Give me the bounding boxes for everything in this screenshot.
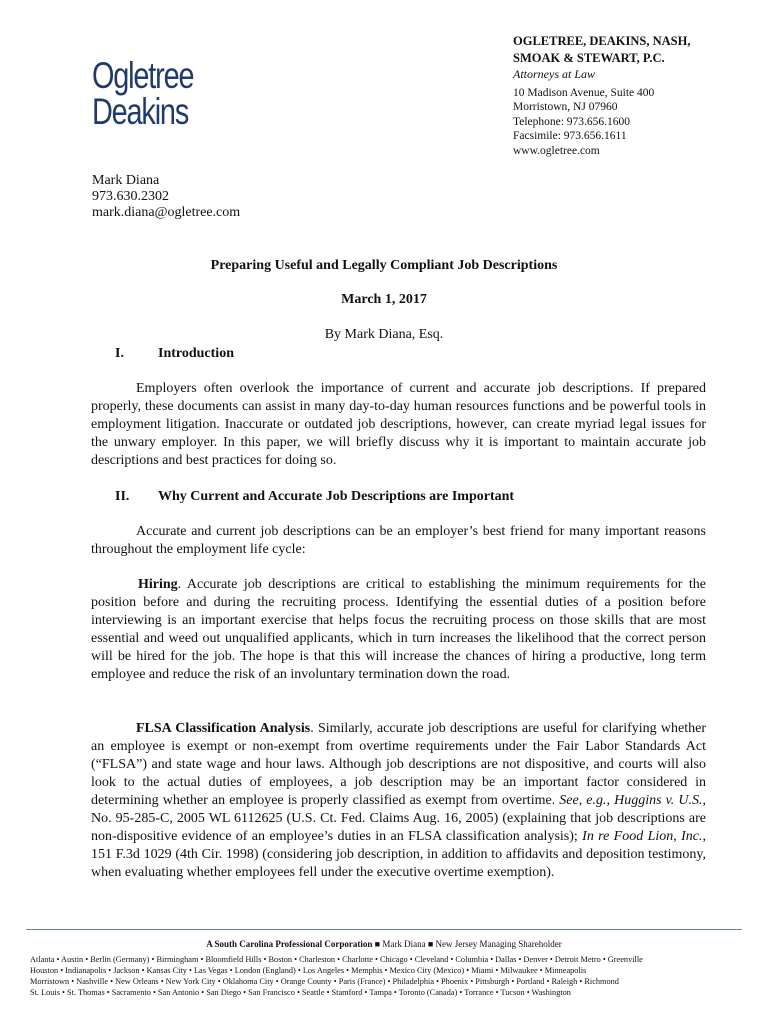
section-1-paragraph <box>91 380 706 470</box>
flsa-citation-2: In re Food Lion, Inc. <box>582 829 703 844</box>
author-email: mark.diana@ogletree.com <box>92 205 241 220</box>
flsa-text-2: , No. 95-285-C, 2005 WL 6112625 (U.S. Ct. Fed. Claims Aug. 16, 2005) (explaining that job descriptions are non-dispositive evidence of an employee’s duties in an FLSA classification analysis); <box>91 793 706 844</box>
firm-telephone: Telephone: 973.656.1600 <box>513 115 631 128</box>
logo-line-1: Ogletree <box>92 55 194 96</box>
flsa-label: FLSA Classification Analysis <box>136 721 311 736</box>
document-byline: By Mark Diana, Esq. <box>324 327 444 342</box>
footer-separator-1: ■ <box>374 939 381 949</box>
footer-separator-2: ■ <box>427 939 434 949</box>
section-2-title: Why Current and Accurate Job Descriptions are Important <box>158 489 515 504</box>
flsa-text-3: , 151 F.3d 1029 (4th Cir. 1998) (considering job description, in addition to affidavits and deposition testimony, when evaluating whether employees fell under the executive overtime exemption). <box>91 829 706 880</box>
section-2-paragraph <box>91 523 706 559</box>
section-2-number: II. <box>115 489 130 504</box>
firm-tagline: Attorneys at Law <box>513 67 596 81</box>
firm-address-2: Morristown, NJ 07960 <box>513 101 618 113</box>
logo-line-2: Deakins <box>92 91 189 132</box>
author-name: Mark Diana <box>92 173 160 188</box>
footer-person: Mark Diana <box>382 939 426 949</box>
footer-corporation-line <box>0 939 768 949</box>
flsa-text-1: . Similarly, accurate job descriptions are useful for clarifying whether an employee is exempt or non-exempt from overtime requirements under the Fair Labor Standards Act (“FLSA”) and state wage and hour laws. Although job descriptions are not dispositive, and courts will also look to the actual duties of employees, a job description may be an important factor considered in determining whether an employee is properly classified as exempt from overtime. <box>91 721 707 808</box>
firm-logo <box>92 55 194 132</box>
footer-cities-line-3: Morristown • Nashville • New Orleans • New York City • Oklahoma City • Orange County • Paris (France) • Philadelphia • Phoenix • Pittsburgh • Portland • Raleigh • Richmond <box>30 977 619 986</box>
firm-name-line-1: OGLETREE, DEAKINS, NASH, <box>513 34 691 48</box>
firm-address-1: 10 Madison Avenue, Suite 400 <box>513 86 655 99</box>
section-2-heading <box>115 489 514 505</box>
hiring-paragraph <box>91 576 706 684</box>
section-2-text: Accurate and current job descriptions can be an employer’s best friend for many important reasons throughout the employment life cycle: <box>91 524 706 557</box>
footer-cities-line-2: Houston • Indianapolis • Jackson • Kansas City • Las Vegas • London (England) • Los Angeles • Memphis • Mexico City (Mexico) • Miami • Milwaukee • Minneapolis <box>30 966 587 975</box>
flsa-citation-1: See, e.g., Huggins v. U.S. <box>559 793 703 808</box>
firm-name-line-2: SMOAK & STEWART, P.C. <box>513 50 665 65</box>
section-1-heading <box>115 346 234 362</box>
section-1-text: Employers often overlook the importance of current and accurate job descriptions. If prepared properly, these documents can assist in many day-to-day human resources functions and be powerful tools in employment litigation. Inaccurate or outdated job descriptions, however, can create myriad legal issues for the unwary employer. In this paper, we will briefly discuss why it is important to maintain accurate job descriptions and best practices for doing so. <box>91 381 706 468</box>
section-1-title: Introduction <box>158 346 234 361</box>
firm-website: www.ogletree.com <box>513 144 600 157</box>
author-phone: 973.630.2302 <box>92 189 169 204</box>
footer-cities-line-1: Atlanta • Austin • Berlin (Germany) • Birmingham • Bloomfield Hills • Boston • Charleston • Charlotte • Chicago • Cleveland • Columbia • Dallas • Denver • Detroit Metro • Greenville <box>30 955 643 964</box>
hiring-text: . Accurate job descriptions are critical to establishing the minimum requirements for the position before and during the recruiting process. Identifying the essential duties of a position before interviewing is an important exercise that helps focus the recruiting process on those skills that are most essential and weed out unqualified applicants, which in turn increases the likelihood that the correct person will be hired for the job. The hope is that this will increase the chances of hiring a productive, long term employee and reduce the risk of an involuntary termination down the road. <box>91 577 706 682</box>
flsa-paragraph <box>91 720 706 882</box>
author-contact <box>92 173 240 221</box>
firm-letterhead <box>513 33 753 158</box>
document-date: March 1, 2017 <box>341 292 427 307</box>
section-1-number: I. <box>115 346 124 361</box>
footer-cities-line-4: St. Louis • St. Thomas • Sacramento • San Antonio • San Diego • San Francisco • Seattle • Stamford • Tampa • Toronto (Canada) • Torrance • Tucson • Washington <box>30 988 571 997</box>
footer-role: New Jersey Managing Shareholder <box>435 939 562 949</box>
footer-divider <box>26 929 742 930</box>
document-title: Preparing Useful and Legally Compliant Job Descriptions <box>210 258 558 273</box>
footer-corporation: A South Carolina Professional Corporation <box>206 939 373 949</box>
hiring-label: Hiring <box>138 577 178 592</box>
firm-facsimile: Facsimile: 973.656.1611 <box>513 130 627 142</box>
